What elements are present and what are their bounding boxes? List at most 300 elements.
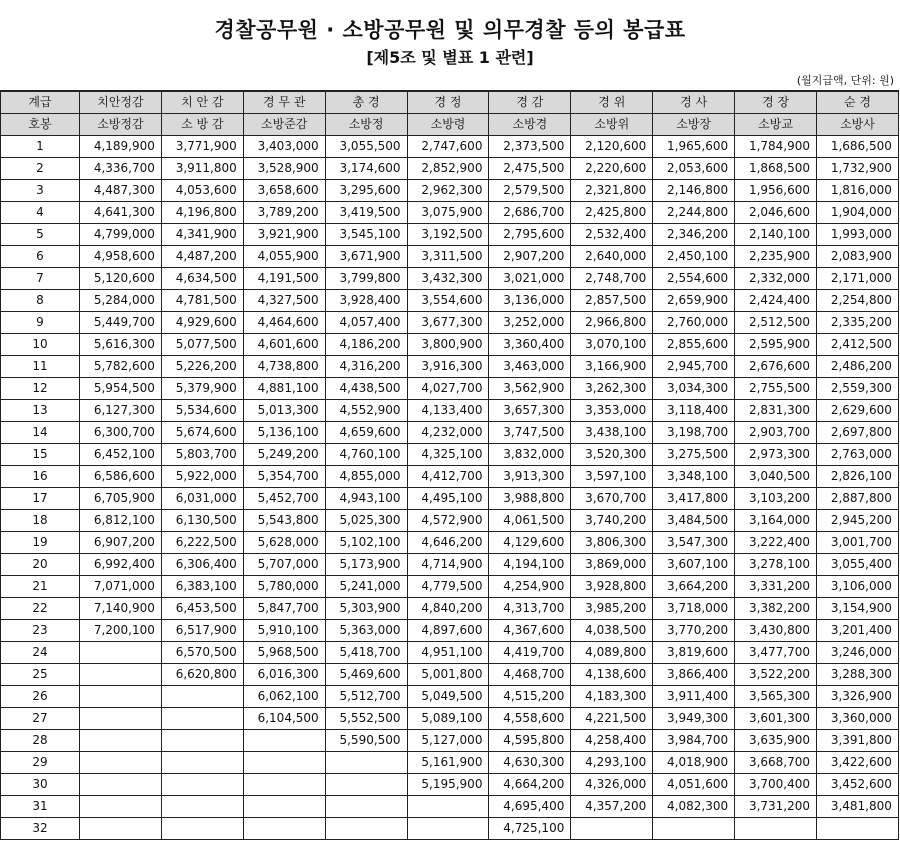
- salary-cell: 5,284,000: [80, 290, 162, 312]
- salary-cell: 2,235,900: [735, 246, 817, 268]
- salary-cell: 4,051,600: [653, 774, 735, 796]
- salary-cell: 6,300,700: [80, 422, 162, 444]
- salary-cell: 5,089,100: [407, 708, 489, 730]
- salary-cell: [161, 686, 243, 708]
- table-row: [1, 158, 899, 180]
- salary-cell: 3,055,500: [325, 136, 407, 158]
- salary-cell: 5,922,000: [161, 466, 243, 488]
- salary-cell: 2,579,500: [489, 180, 571, 202]
- table-row: [1, 796, 899, 818]
- salary-cell: 4,552,900: [325, 400, 407, 422]
- salary-cell: 6,127,300: [80, 400, 162, 422]
- salary-cell: 4,630,300: [489, 752, 571, 774]
- header-step-cell-7: 소방위: [571, 114, 653, 136]
- salary-cell: 3,869,000: [571, 554, 653, 576]
- salary-cell: 2,053,600: [653, 158, 735, 180]
- salary-cell: 2,748,700: [571, 268, 653, 290]
- salary-cell: 2,450,100: [653, 246, 735, 268]
- salary-cell: 4,840,200: [407, 598, 489, 620]
- header-rank-cell-3: 경 무 관: [243, 91, 325, 114]
- salary-cell: 2,857,500: [571, 290, 653, 312]
- salary-cell: 2,559,300: [817, 378, 899, 400]
- table-row: [1, 312, 899, 334]
- salary-cell: 3,668,700: [735, 752, 817, 774]
- salary-cell: 5,628,000: [243, 532, 325, 554]
- salary-cell: 4,357,200: [571, 796, 653, 818]
- salary-cell: 5,543,800: [243, 510, 325, 532]
- step-cell: 32: [1, 818, 80, 840]
- salary-cell: 3,984,700: [653, 730, 735, 752]
- salary-cell: 4,725,100: [489, 818, 571, 840]
- salary-cell: 3,136,000: [489, 290, 571, 312]
- salary-cell: 2,855,600: [653, 334, 735, 356]
- salary-cell: 6,705,900: [80, 488, 162, 510]
- salary-cell: [571, 818, 653, 840]
- salary-cell: 5,449,700: [80, 312, 162, 334]
- salary-cell: 3,522,200: [735, 664, 817, 686]
- table-row: [1, 202, 899, 224]
- salary-cell: 4,082,300: [653, 796, 735, 818]
- salary-cell: 2,595,900: [735, 334, 817, 356]
- table-body: [1, 136, 899, 840]
- salary-cell: 4,760,100: [325, 444, 407, 466]
- page-title: 경찰공무원 · 소방공무원 및 의무경찰 등의 봉급표: [214, 18, 686, 42]
- salary-cell: 4,293,100: [571, 752, 653, 774]
- salary-cell: 3,295,600: [325, 180, 407, 202]
- salary-cell: 6,453,500: [161, 598, 243, 620]
- salary-cell: 3,545,100: [325, 224, 407, 246]
- salary-cell: 5,013,300: [243, 400, 325, 422]
- table-row: [1, 818, 899, 840]
- header-rank-cell-7: 경 위: [571, 91, 653, 114]
- salary-cell: [653, 818, 735, 840]
- salary-cell: 2,220,600: [571, 158, 653, 180]
- salary-cell: 3,422,600: [817, 752, 899, 774]
- salary-cell: 3,481,800: [817, 796, 899, 818]
- salary-cell: 6,031,000: [161, 488, 243, 510]
- salary-cell: 3,154,900: [817, 598, 899, 620]
- salary-cell: 1,904,000: [817, 202, 899, 224]
- step-cell: 7: [1, 268, 80, 290]
- salary-cell: 4,468,700: [489, 664, 571, 686]
- salary-cell: 5,102,100: [325, 532, 407, 554]
- salary-cell: 5,954,500: [80, 378, 162, 400]
- salary-cell: 3,331,200: [735, 576, 817, 598]
- salary-cell: 3,174,600: [325, 158, 407, 180]
- salary-cell: 5,379,900: [161, 378, 243, 400]
- step-cell: 5: [1, 224, 80, 246]
- salary-cell: 4,464,600: [243, 312, 325, 334]
- salary-cell: 3,911,400: [653, 686, 735, 708]
- salary-cell: 6,992,400: [80, 554, 162, 576]
- header-rank-cell-0: 계급: [1, 91, 80, 114]
- salary-cell: 4,572,900: [407, 510, 489, 532]
- step-cell: 1: [1, 136, 80, 158]
- salary-cell: 3,164,000: [735, 510, 817, 532]
- salary-cell: 1,956,600: [735, 180, 817, 202]
- salary-cell: 5,049,500: [407, 686, 489, 708]
- step-cell: 22: [1, 598, 80, 620]
- salary-cell: 4,194,100: [489, 554, 571, 576]
- salary-cell: 4,027,700: [407, 378, 489, 400]
- step-cell: 16: [1, 466, 80, 488]
- salary-cell: [243, 730, 325, 752]
- salary-cell: 4,558,600: [489, 708, 571, 730]
- salary-cell: 3,740,200: [571, 510, 653, 532]
- salary-cell: [80, 686, 162, 708]
- salary-cell: 5,534,600: [161, 400, 243, 422]
- salary-cell: 5,552,500: [325, 708, 407, 730]
- salary-cell: [325, 752, 407, 774]
- step-cell: 27: [1, 708, 80, 730]
- salary-cell: 3,562,900: [489, 378, 571, 400]
- salary-cell: 6,104,500: [243, 708, 325, 730]
- salary-cell: 4,438,500: [325, 378, 407, 400]
- salary-cell: 4,221,500: [571, 708, 653, 730]
- step-cell: 24: [1, 642, 80, 664]
- table-row: [1, 290, 899, 312]
- salary-cell: [80, 708, 162, 730]
- salary-cell: 3,866,400: [653, 664, 735, 686]
- header-step-cell-3: 소방준감: [243, 114, 325, 136]
- salary-cell: 5,161,900: [407, 752, 489, 774]
- salary-cell: 1,784,900: [735, 136, 817, 158]
- salary-cell: [243, 774, 325, 796]
- salary-cell: 6,907,200: [80, 532, 162, 554]
- salary-cell: 6,620,800: [161, 664, 243, 686]
- salary-cell: 4,412,700: [407, 466, 489, 488]
- salary-cell: 4,799,000: [80, 224, 162, 246]
- salary-cell: 3,021,000: [489, 268, 571, 290]
- salary-cell: 3,463,000: [489, 356, 571, 378]
- salary-cell: 4,929,600: [161, 312, 243, 334]
- step-cell: 3: [1, 180, 80, 202]
- salary-cell: 3,278,100: [735, 554, 817, 576]
- salary-cell: 3,106,000: [817, 576, 899, 598]
- header-rank-cell-5: 경 정: [407, 91, 489, 114]
- salary-cell: 3,520,300: [571, 444, 653, 466]
- salary-cell: 3,311,500: [407, 246, 489, 268]
- salary-cell: 2,973,300: [735, 444, 817, 466]
- salary-cell: [243, 796, 325, 818]
- salary-cell: [407, 796, 489, 818]
- salary-cell: 2,046,600: [735, 202, 817, 224]
- salary-cell: 5,418,700: [325, 642, 407, 664]
- salary-cell: 4,419,700: [489, 642, 571, 664]
- salary-cell: 4,089,800: [571, 642, 653, 664]
- header-step-cell-9: 소방교: [735, 114, 817, 136]
- step-cell: 2: [1, 158, 80, 180]
- salary-cell: 3,718,000: [653, 598, 735, 620]
- table-row: [1, 400, 899, 422]
- salary-cell: 7,140,900: [80, 598, 162, 620]
- salary-cell: 6,130,500: [161, 510, 243, 532]
- salary-cell: 3,677,300: [407, 312, 489, 334]
- salary-cell: 3,607,100: [653, 554, 735, 576]
- step-cell: 29: [1, 752, 80, 774]
- salary-cell: 4,951,100: [407, 642, 489, 664]
- header-step-cell-10: 소방사: [817, 114, 899, 136]
- salary-cell: 3,103,200: [735, 488, 817, 510]
- salary-cell: 4,038,500: [571, 620, 653, 642]
- salary-cell: 2,140,100: [735, 224, 817, 246]
- salary-cell: 5,968,500: [243, 642, 325, 664]
- salary-cell: 6,062,100: [243, 686, 325, 708]
- step-cell: 28: [1, 730, 80, 752]
- table-row: [1, 554, 899, 576]
- salary-cell: 5,226,200: [161, 356, 243, 378]
- header-step-cell-5: 소방령: [407, 114, 489, 136]
- salary-cell: [80, 664, 162, 686]
- salary-cell: 5,077,500: [161, 334, 243, 356]
- salary-cell: [80, 730, 162, 752]
- salary-cell: 3,928,400: [325, 290, 407, 312]
- step-cell: 11: [1, 356, 80, 378]
- salary-cell: [243, 818, 325, 840]
- salary-cell: 5,910,100: [243, 620, 325, 642]
- salary-cell: 4,695,400: [489, 796, 571, 818]
- salary-cell: 2,475,500: [489, 158, 571, 180]
- table-row: [1, 642, 899, 664]
- salary-cell: 4,258,400: [571, 730, 653, 752]
- salary-cell: 5,136,100: [243, 422, 325, 444]
- salary-cell: 5,001,800: [407, 664, 489, 686]
- table-row: [1, 620, 899, 642]
- salary-cell: 3,001,700: [817, 532, 899, 554]
- salary-cell: 2,640,000: [571, 246, 653, 268]
- salary-cell: 3,913,300: [489, 466, 571, 488]
- salary-cell: 2,425,800: [571, 202, 653, 224]
- header-step-cell-1: 소방정감: [80, 114, 162, 136]
- salary-cell: 2,852,900: [407, 158, 489, 180]
- salary-cell: 5,590,500: [325, 730, 407, 752]
- salary-cell: 5,512,700: [325, 686, 407, 708]
- step-cell: 15: [1, 444, 80, 466]
- salary-cell: 6,452,100: [80, 444, 162, 466]
- table-row: [1, 774, 899, 796]
- salary-cell: 4,781,500: [161, 290, 243, 312]
- salary-cell: 3,800,900: [407, 334, 489, 356]
- salary-cell: 4,495,100: [407, 488, 489, 510]
- step-cell: 8: [1, 290, 80, 312]
- step-cell: 25: [1, 664, 80, 686]
- salary-cell: 1,868,500: [735, 158, 817, 180]
- table-row: [1, 378, 899, 400]
- salary-cell: 3,222,400: [735, 532, 817, 554]
- salary-cell: 1,816,000: [817, 180, 899, 202]
- salary-cell: 2,424,400: [735, 290, 817, 312]
- step-cell: 13: [1, 400, 80, 422]
- salary-cell: 2,373,500: [489, 136, 571, 158]
- salary-cell: 3,070,100: [571, 334, 653, 356]
- table-row: [1, 708, 899, 730]
- salary-cell: 4,641,300: [80, 202, 162, 224]
- salary-cell: 3,262,300: [571, 378, 653, 400]
- salary-cell: 3,988,800: [489, 488, 571, 510]
- step-cell: 12: [1, 378, 80, 400]
- table-row: [1, 752, 899, 774]
- salary-cell: 3,166,900: [571, 356, 653, 378]
- salary-cell: 3,360,000: [817, 708, 899, 730]
- salary-cell: 5,127,000: [407, 730, 489, 752]
- salary-cell: 6,586,600: [80, 466, 162, 488]
- step-cell: 21: [1, 576, 80, 598]
- salary-cell: 3,252,000: [489, 312, 571, 334]
- salary-cell: [161, 818, 243, 840]
- salary-cell: 2,945,200: [817, 510, 899, 532]
- salary-cell: 4,138,600: [571, 664, 653, 686]
- salary-cell: 3,819,600: [653, 642, 735, 664]
- salary-cell: 3,664,200: [653, 576, 735, 598]
- salary-cell: 3,806,300: [571, 532, 653, 554]
- salary-cell: 2,795,600: [489, 224, 571, 246]
- salary-cell: [407, 818, 489, 840]
- table-header: [1, 91, 899, 136]
- table-row: [1, 356, 899, 378]
- salary-cell: 1,993,000: [817, 224, 899, 246]
- salary-cell: 4,738,800: [243, 356, 325, 378]
- salary-cell: 2,412,500: [817, 334, 899, 356]
- salary-cell: 4,183,300: [571, 686, 653, 708]
- salary-cell: 3,528,900: [243, 158, 325, 180]
- salary-cell: 4,515,200: [489, 686, 571, 708]
- table-row: [1, 532, 899, 554]
- salary-cell: 2,346,200: [653, 224, 735, 246]
- salary-cell: 4,943,100: [325, 488, 407, 510]
- salary-cell: 3,198,700: [653, 422, 735, 444]
- salary-cell: 2,903,700: [735, 422, 817, 444]
- salary-cell: 2,697,800: [817, 422, 899, 444]
- salary-cell: 4,487,300: [80, 180, 162, 202]
- salary-cell: 4,487,200: [161, 246, 243, 268]
- unit-note: (월지급액, 단위: 원): [796, 74, 894, 87]
- step-cell: 30: [1, 774, 80, 796]
- salary-cell: 4,061,500: [489, 510, 571, 532]
- step-cell: 17: [1, 488, 80, 510]
- salary-cell: 2,512,500: [735, 312, 817, 334]
- salary-cell: 2,554,600: [653, 268, 735, 290]
- salary-cell: 5,249,200: [243, 444, 325, 466]
- header-rank-cell-4: 총 경: [325, 91, 407, 114]
- salary-cell: 4,018,900: [653, 752, 735, 774]
- salary-cell: 2,831,300: [735, 400, 817, 422]
- salary-cell: 3,288,300: [817, 664, 899, 686]
- salary-cell: 5,241,000: [325, 576, 407, 598]
- salary-cell: 4,659,600: [325, 422, 407, 444]
- salary-cell: [325, 774, 407, 796]
- table-row: [1, 246, 899, 268]
- header-rank-cell-10: 순 경: [817, 91, 899, 114]
- salary-cell: 3,597,100: [571, 466, 653, 488]
- header-rank-cell-8: 경 사: [653, 91, 735, 114]
- salary-table: [0, 90, 899, 840]
- salary-cell: 3,419,500: [325, 202, 407, 224]
- salary-cell: 3,916,300: [407, 356, 489, 378]
- salary-cell: 3,565,300: [735, 686, 817, 708]
- salary-cell: 4,254,900: [489, 576, 571, 598]
- salary-cell: [80, 642, 162, 664]
- salary-cell: 2,146,800: [653, 180, 735, 202]
- step-cell: 6: [1, 246, 80, 268]
- salary-cell: 5,782,600: [80, 356, 162, 378]
- salary-cell: 3,201,400: [817, 620, 899, 642]
- salary-cell: 5,025,300: [325, 510, 407, 532]
- salary-cell: 2,887,800: [817, 488, 899, 510]
- salary-cell: 4,316,200: [325, 356, 407, 378]
- salary-cell: 3,192,500: [407, 224, 489, 246]
- salary-cell: 4,196,800: [161, 202, 243, 224]
- salary-cell: 5,616,300: [80, 334, 162, 356]
- table-row: [1, 422, 899, 444]
- step-cell: 19: [1, 532, 80, 554]
- table-row: [1, 488, 899, 510]
- salary-cell: 4,855,000: [325, 466, 407, 488]
- salary-cell: 4,595,800: [489, 730, 571, 752]
- header-step-cell-4: 소방정: [325, 114, 407, 136]
- salary-cell: 5,469,600: [325, 664, 407, 686]
- salary-cell: 4,133,400: [407, 400, 489, 422]
- salary-cell: 3,832,000: [489, 444, 571, 466]
- salary-cell: 6,306,400: [161, 554, 243, 576]
- header-rank-cell-2: 치 안 감: [161, 91, 243, 114]
- salary-cell: 2,254,800: [817, 290, 899, 312]
- salary-cell: [161, 752, 243, 774]
- table-row: [1, 466, 899, 488]
- salary-cell: 3,921,900: [243, 224, 325, 246]
- salary-cell: 5,674,600: [161, 422, 243, 444]
- salary-cell: 4,232,000: [407, 422, 489, 444]
- step-cell: 4: [1, 202, 80, 224]
- salary-cell: 2,486,200: [817, 356, 899, 378]
- salary-cell: 2,686,700: [489, 202, 571, 224]
- table-row: [1, 444, 899, 466]
- salary-cell: 6,222,500: [161, 532, 243, 554]
- salary-cell: 2,676,600: [735, 356, 817, 378]
- header-rank-cell-1: 치안정감: [80, 91, 162, 114]
- salary-cell: 6,383,100: [161, 576, 243, 598]
- salary-cell: [80, 796, 162, 818]
- salary-cell: 3,034,300: [653, 378, 735, 400]
- salary-cell: 2,321,800: [571, 180, 653, 202]
- salary-cell: 3,118,400: [653, 400, 735, 422]
- salary-cell: 6,570,500: [161, 642, 243, 664]
- salary-cell: 4,186,200: [325, 334, 407, 356]
- salary-cell: 2,532,400: [571, 224, 653, 246]
- step-cell: 14: [1, 422, 80, 444]
- salary-cell: 2,629,600: [817, 400, 899, 422]
- salary-cell: 5,354,700: [243, 466, 325, 488]
- salary-cell: 4,053,600: [161, 180, 243, 202]
- salary-cell: 3,417,800: [653, 488, 735, 510]
- salary-cell: 5,803,700: [161, 444, 243, 466]
- salary-cell: 2,962,300: [407, 180, 489, 202]
- salary-cell: 5,452,700: [243, 488, 325, 510]
- table-row: [1, 730, 899, 752]
- salary-cell: 2,755,500: [735, 378, 817, 400]
- salary-cell: 3,275,500: [653, 444, 735, 466]
- salary-cell: 5,120,600: [80, 268, 162, 290]
- salary-cell: 3,985,200: [571, 598, 653, 620]
- table-row: [1, 268, 899, 290]
- step-cell: 10: [1, 334, 80, 356]
- salary-cell: 6,812,100: [80, 510, 162, 532]
- salary-cell: [161, 730, 243, 752]
- salary-cell: 3,547,300: [653, 532, 735, 554]
- salary-cell: 5,363,000: [325, 620, 407, 642]
- table-row: [1, 224, 899, 246]
- salary-cell: 3,403,000: [243, 136, 325, 158]
- salary-cell: 3,635,900: [735, 730, 817, 752]
